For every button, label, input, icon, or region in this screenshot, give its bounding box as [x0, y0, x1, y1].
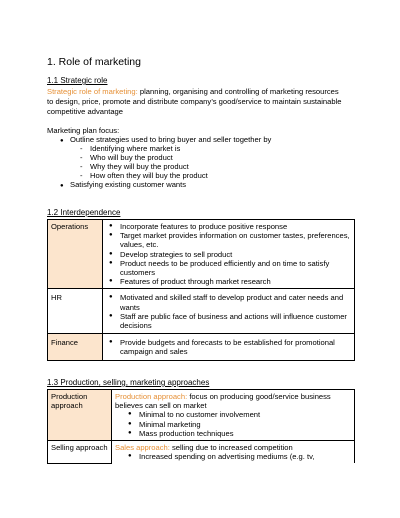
- production-term: Production approach:: [115, 392, 188, 401]
- selling-desc: selling due to increased competition: [169, 443, 293, 453]
- list-item: ● Staff are public face of business and actions will influence customer decisions: [120, 312, 351, 330]
- definition-term: Strategic role of marketing:: [47, 87, 138, 96]
- page-title: 1. Role of marketing: [47, 56, 141, 68]
- list-item: ● Minimal to no customer involvement: [139, 410, 351, 419]
- interdependence-table: [47, 219, 355, 361]
- table-row: [48, 441, 355, 464]
- bullet-icon: ●: [60, 138, 64, 144]
- dash-item-1: [80, 144, 180, 153]
- table-row: [48, 289, 355, 334]
- list-item: ● Product needs to be produced efficiently and on time to satisfy customers: [120, 259, 351, 277]
- definition-text-1: planning, organising and controlling of marketing resources: [137, 87, 339, 96]
- dash-item-2-text: Who will buy the product: [90, 153, 173, 162]
- focus-bullet-2: [60, 180, 186, 191]
- row-content-production: [112, 390, 355, 441]
- selling-definition: [115, 443, 351, 452]
- section-heading-approaches: 1.3 Production, selling, marketing approaches: [47, 378, 210, 387]
- row-label-finance: Finance: [48, 334, 103, 360]
- list-item: ● Target market provides information on customer tastes, preferences, values, etc.: [120, 231, 351, 249]
- dash-item-1-text: Identifying where market is: [90, 144, 181, 153]
- marketing-plan-focus-label: Marketing plan focus:: [47, 126, 120, 135]
- definition-line-1: [47, 87, 339, 96]
- list-item: ● Features of product through market research: [120, 277, 351, 286]
- row-content-operations: [103, 220, 355, 289]
- table-row: [48, 390, 355, 441]
- row-content-hr: [103, 289, 355, 334]
- row-label-operations: Operations: [48, 220, 103, 289]
- list-item: ● Provide budgets and forecasts to be established for promotional campaign and sales: [120, 338, 351, 356]
- row-label-production: Production approach: [48, 390, 112, 441]
- table-row: [48, 334, 355, 360]
- definition-line-2: to design, price, promote and distribute company’s good/service to maintain sustainable: [47, 97, 342, 106]
- list-item: ● Minimal marketing: [139, 420, 351, 429]
- selling-term: Sales approach:: [115, 443, 170, 453]
- list-item: ● Develop strategies to sell product: [120, 250, 351, 259]
- dash-icon: -: [80, 153, 83, 162]
- definition-line-3: competitive advantage: [47, 107, 123, 116]
- list-item: ● Motivated and skilled staff to develop product and cater needs and wants: [120, 293, 351, 311]
- focus-bullet-1-text: Outline strategies used to bring buyer and seller together by: [70, 135, 272, 144]
- list-item: ● Mass production techniques: [139, 429, 351, 438]
- production-definition: [115, 392, 351, 410]
- row-label-selling: Selling approach: [48, 441, 112, 464]
- section-heading-strategic-role: 1.1 Strategic role: [47, 76, 108, 85]
- production-desc: focus on producing good/service business believes can sell on market: [115, 392, 331, 411]
- dash-icon: -: [80, 162, 83, 171]
- dash-item-3: [80, 162, 189, 171]
- dash-icon: -: [80, 144, 83, 153]
- dash-item-4-text: How often they will buy the product: [90, 171, 208, 180]
- row-content-selling: [112, 441, 355, 464]
- dash-item-3-text: Why they will buy the product: [90, 162, 189, 171]
- section-heading-interdependence: 1.2 Interdependence: [47, 208, 121, 217]
- dash-item-4: [80, 171, 208, 180]
- dash-icon: -: [80, 171, 83, 180]
- approaches-table: [47, 389, 355, 464]
- list-item: ● Incorporate features to produce positive response: [120, 222, 351, 231]
- list-item: ● Increased spending on advertising mediums (e.g. tv,: [139, 452, 351, 461]
- focus-bullet-2-text: Satisfying existing customer wants: [70, 180, 187, 189]
- dash-item-2: [80, 153, 173, 162]
- row-label-hr: HR: [48, 289, 103, 334]
- row-content-finance: [103, 334, 355, 360]
- table-row: [48, 220, 355, 289]
- bullet-icon: ●: [60, 183, 64, 189]
